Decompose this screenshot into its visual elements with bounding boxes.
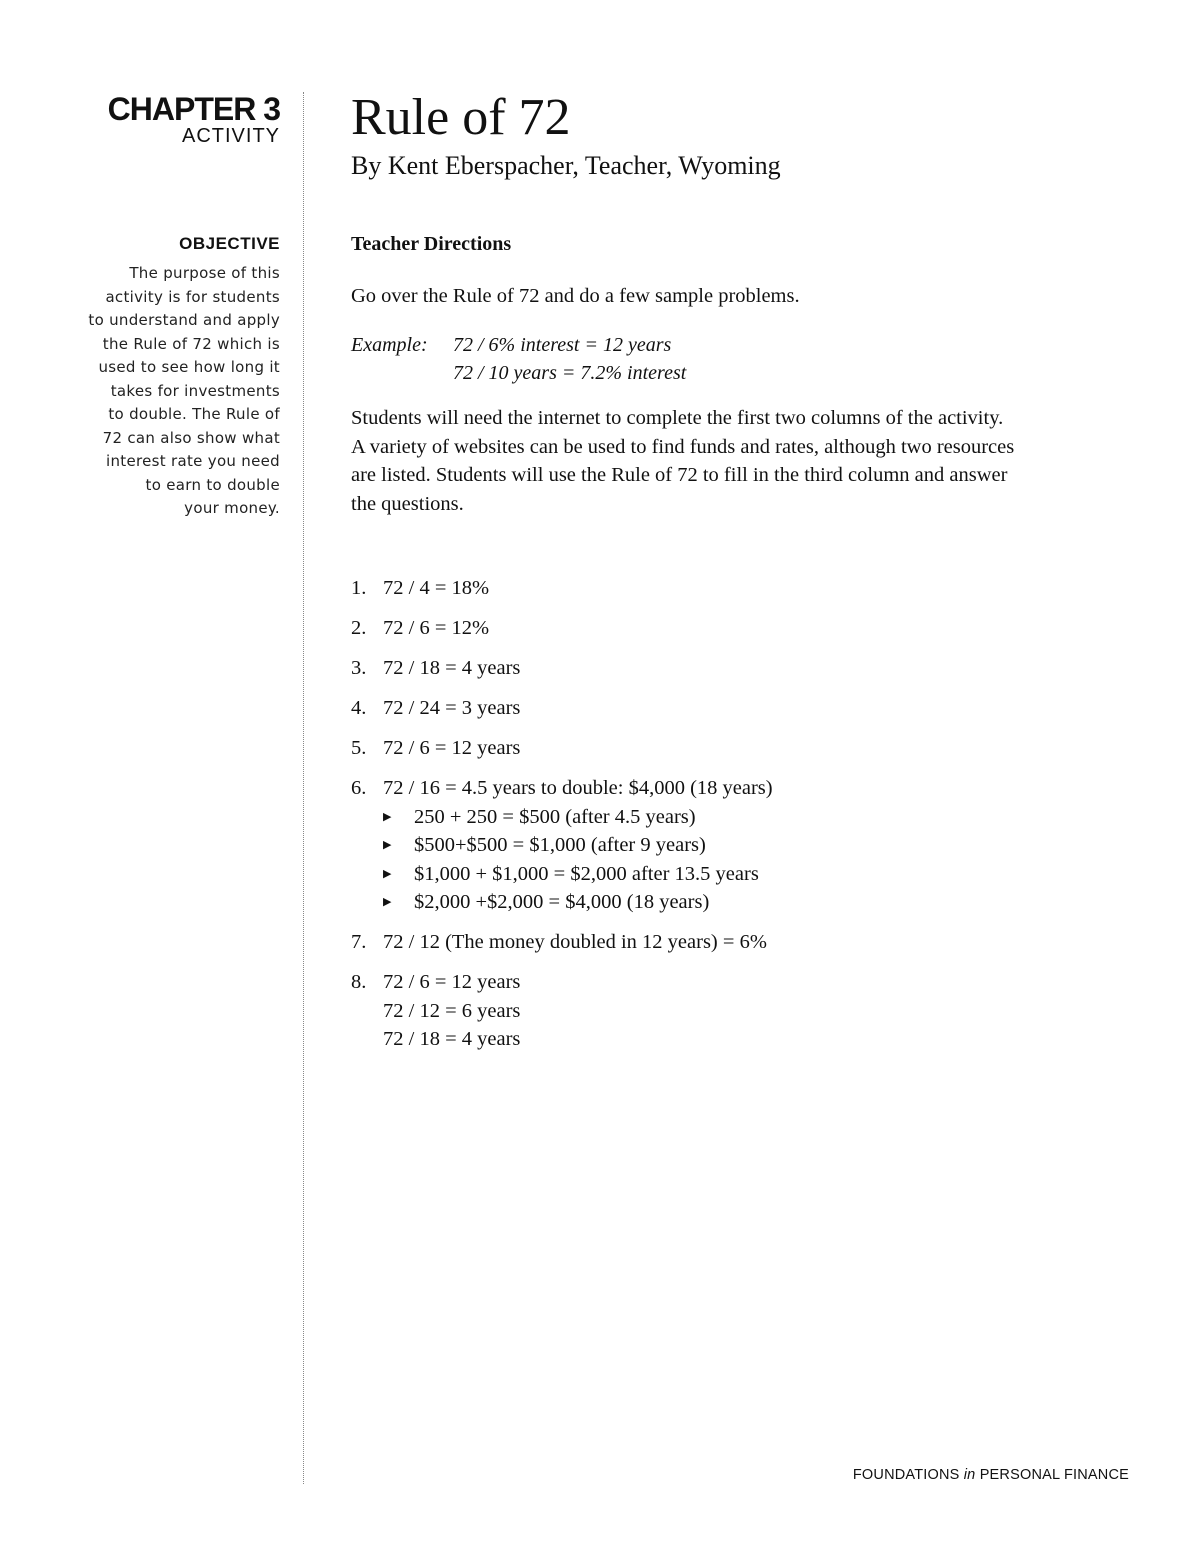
sub-item xyxy=(383,803,1131,832)
answer-number: 7. xyxy=(351,931,367,953)
sub-item-text: $1,000 + $1,000 = $2,000 after 13.5 years xyxy=(414,862,759,885)
objective-line: interest rate you need xyxy=(106,452,280,470)
objective-line: your money. xyxy=(184,499,280,517)
answer-item xyxy=(351,774,1131,917)
answer-list xyxy=(351,574,1131,1065)
page-title: Rule of 72 xyxy=(351,89,571,146)
example-line: 72 / 10 years = 7.2% interest xyxy=(453,362,687,384)
dotted-divider xyxy=(303,92,304,1484)
objective-text xyxy=(40,262,280,521)
answer-text: 72 / 6 = 12 years xyxy=(383,971,521,993)
objective-line: to earn to double xyxy=(145,475,280,494)
answer-text: 72 / 6 = 12 years xyxy=(383,737,521,759)
answer-item xyxy=(351,968,1131,1054)
paragraph-line: the questions. xyxy=(351,492,464,515)
answer-item xyxy=(351,694,1131,723)
answer-extra-line: 72 / 18 = 4 years xyxy=(383,1028,521,1050)
directions-intro: Go over the Rule of 72 and do a few sample problems. xyxy=(351,285,800,307)
sub-item xyxy=(383,831,1131,860)
sub-item xyxy=(383,888,1131,917)
sub-item-text: $500+$500 = $1,000 (after 9 years) xyxy=(414,834,706,856)
answer-number: 3. xyxy=(351,657,367,679)
objective-line: takes for investments xyxy=(110,381,280,400)
triangle-bullet-icon: ▶ xyxy=(383,839,392,851)
answer-number: 8. xyxy=(351,971,367,993)
paragraph-line: Students will need the internet to complete the first two columns of the activity. xyxy=(351,407,1004,429)
answer-item xyxy=(351,734,1131,763)
directions-paragraph xyxy=(351,404,1131,518)
sub-item-text: 250 + 250 = $500 (after 4.5 years) xyxy=(414,805,696,828)
objective-line: to double. The Rule of xyxy=(108,405,280,423)
objective-line: to understand and apply xyxy=(88,311,280,329)
objective-line: the Rule of 72 which is xyxy=(102,334,280,353)
example-block xyxy=(351,331,686,387)
answer-extra-line: 72 / 12 = 6 years xyxy=(383,999,521,1022)
answer-number: 2. xyxy=(351,617,367,639)
example-label: Example: xyxy=(351,334,428,356)
author-byline: By Kent Eberspacher, Teacher, Wyoming xyxy=(351,151,781,180)
triangle-bullet-icon: ▶ xyxy=(383,810,392,823)
footer-brand xyxy=(853,1467,1129,1483)
sub-item xyxy=(383,860,1131,889)
objective-line: 72 can also show what xyxy=(102,428,280,447)
answer-number: 6. xyxy=(351,777,367,799)
chapter-block xyxy=(40,92,280,146)
example-line: 72 / 6% interest = 12 years xyxy=(453,334,672,356)
objective-line: used to see how long it xyxy=(98,358,280,376)
answer-text: 72 / 24 = 3 years xyxy=(383,697,521,719)
paragraph-line: A variety of websites can be used to find funds and rates, although two resources xyxy=(351,435,1015,458)
footer-in: in xyxy=(963,1467,976,1483)
teacher-directions-heading: Teacher Directions xyxy=(351,233,512,255)
paragraph-line: are listed. Students will use the Rule of 72 to fill in the third column and answer xyxy=(351,464,1008,486)
objective-line: activity is for students xyxy=(105,287,280,306)
objective-heading: OBJECTIVE xyxy=(179,234,280,253)
answer-text: 72 / 12 (The money doubled in 12 years) = 6% xyxy=(383,931,767,953)
answer-item xyxy=(351,654,1131,683)
footer-personal-finance: PERSONAL FINANCE xyxy=(979,1467,1129,1483)
objective-line: The purpose of this xyxy=(129,264,280,282)
answer-text: 72 / 4 = 18% xyxy=(383,577,490,599)
activity-label: ACTIVITY xyxy=(181,125,280,147)
answer-item xyxy=(351,614,1131,643)
sub-list xyxy=(383,803,1131,917)
answer-text: 72 / 16 = 4.5 years to double: $4,000 (18 years) xyxy=(383,777,773,799)
answer-item xyxy=(351,574,1131,603)
triangle-bullet-icon: ▶ xyxy=(383,867,392,880)
answer-text: 72 / 6 = 12% xyxy=(383,617,490,639)
answer-number: 5. xyxy=(351,737,367,759)
footer-foundations: FOUNDATIONS xyxy=(852,1467,960,1483)
answer-number: 4. xyxy=(351,697,367,719)
answer-number: 1. xyxy=(351,577,367,599)
chapter-label: CHAPTER 3 xyxy=(107,91,280,127)
triangle-bullet-icon: ▶ xyxy=(383,896,392,908)
sub-item-text: $2,000 +$2,000 = $4,000 (18 years) xyxy=(414,891,710,913)
answer-text: 72 / 18 = 4 years xyxy=(383,657,521,679)
answer-item xyxy=(351,928,1131,957)
